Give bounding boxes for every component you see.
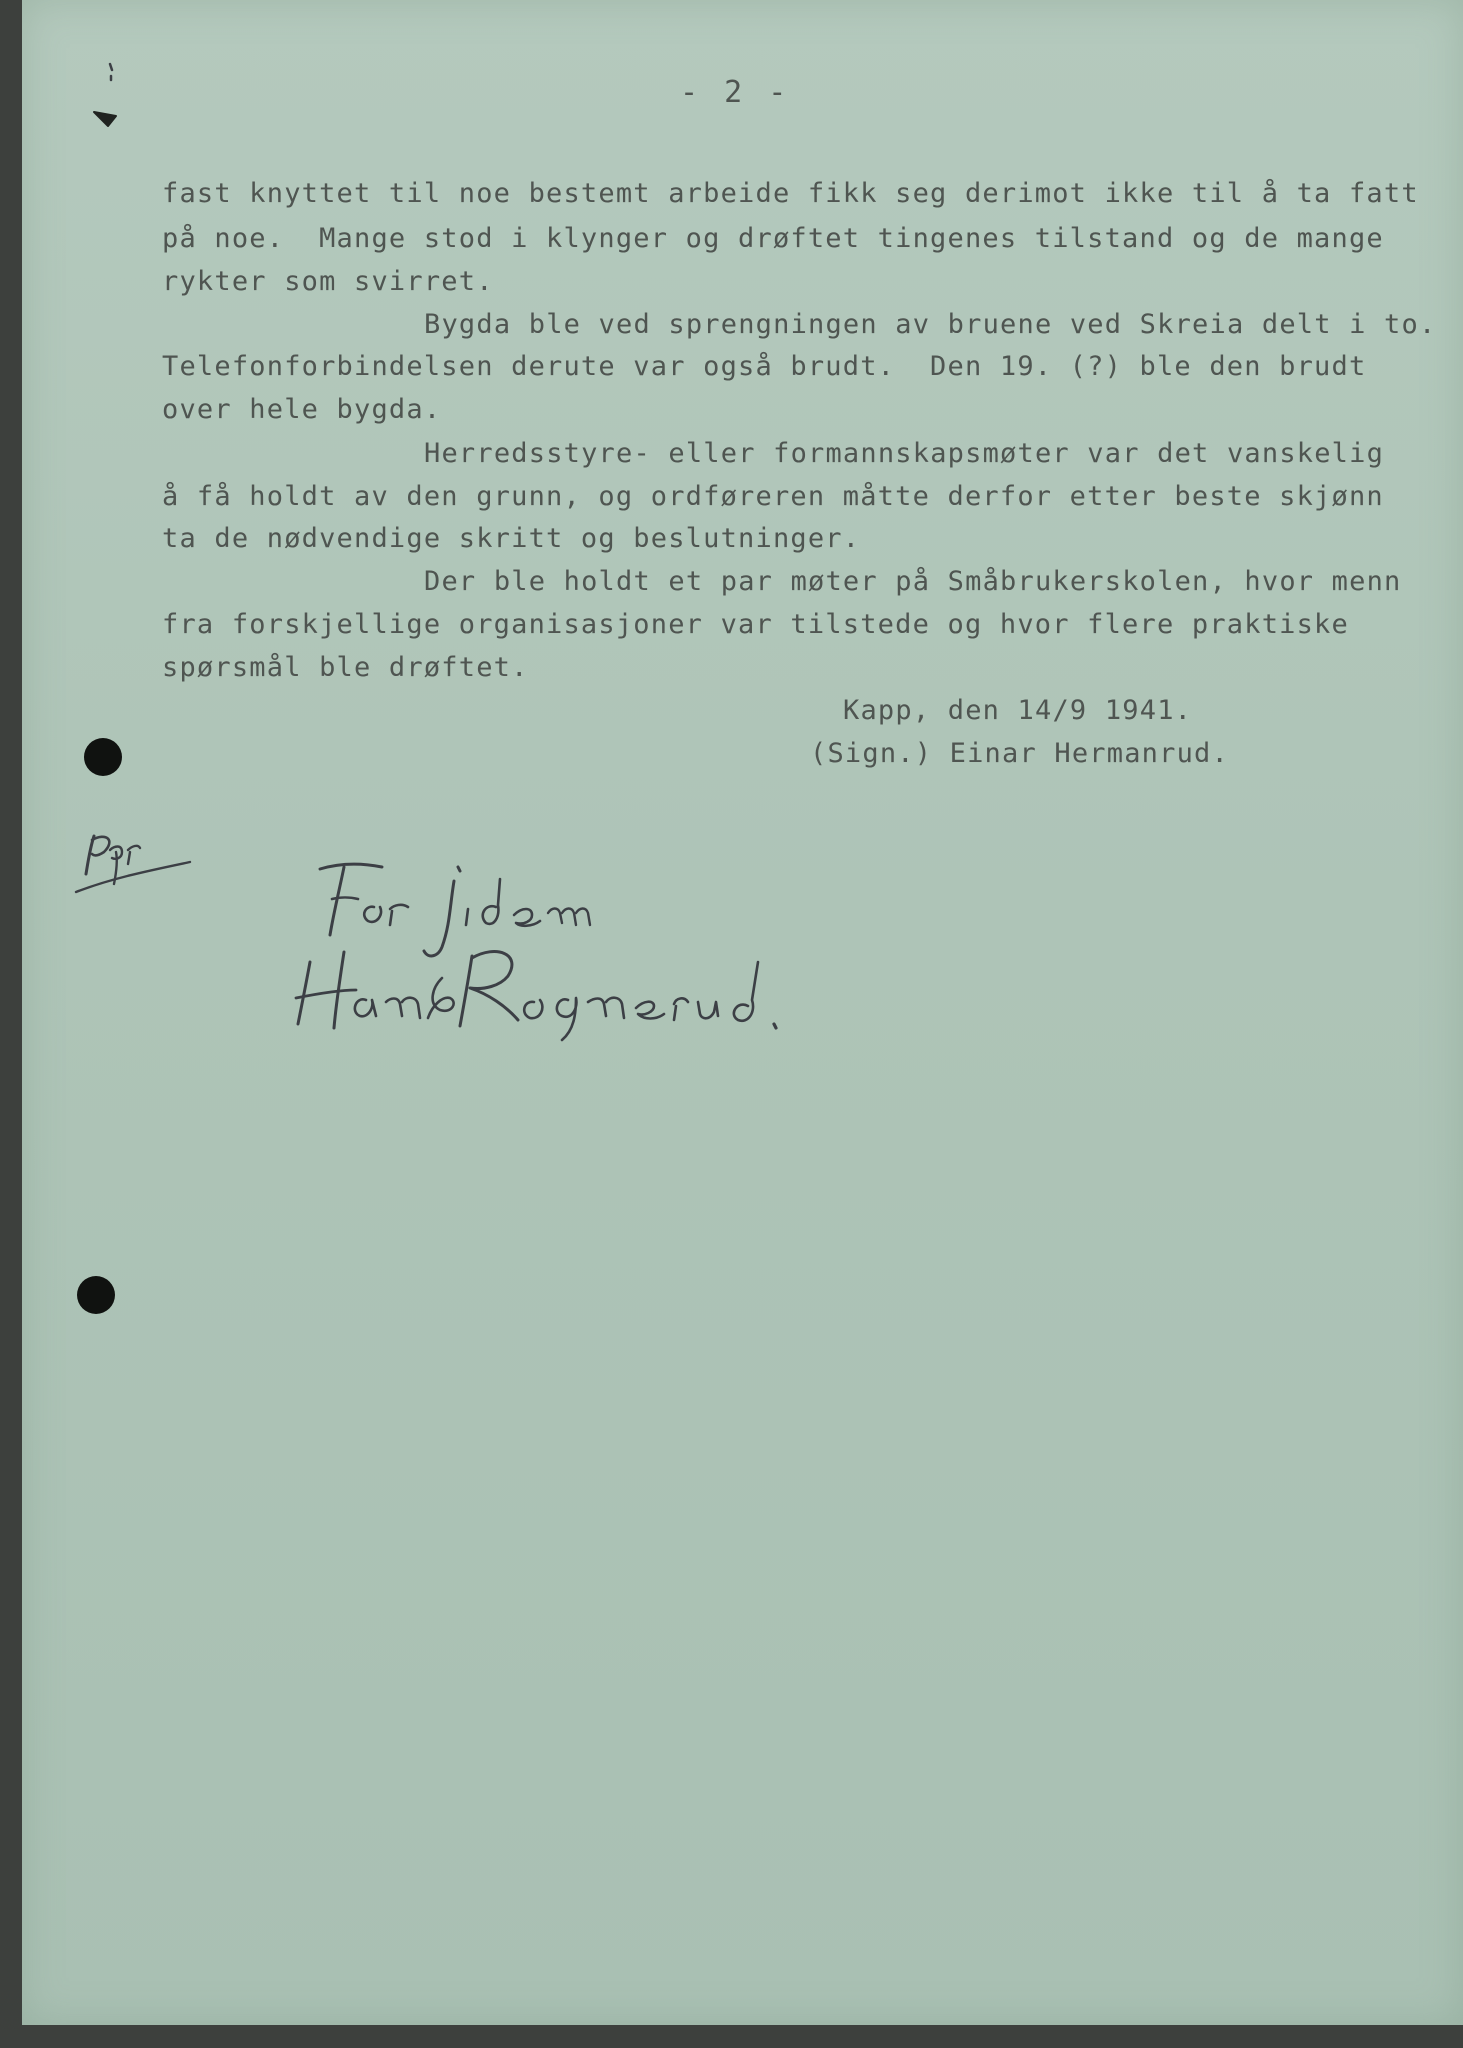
body-line-1: fast knyttet til noe bestemt arbeide fikk seg derimot ikke til å ta fatt [162,178,1419,209]
handwritten-signature [282,928,792,1048]
body-line-2: på noe. Mange stod i klynger og drøftet tingenes tilstand og de mange [162,223,1384,254]
body-line-9: ta de nødvendige skritt og beslutninger. [162,523,861,554]
body-line-4: Bygda ble ved sprengningen av bruene ved Skreia delt i to. [424,309,1437,340]
page-number: - 2 - [680,75,791,110]
body-line-11: fra forskjellige organisasjoner var tilstede og hvor flere praktiske [162,609,1349,640]
body-line-10: Der ble holdt et par møter på Småbrukerskolen, hvor menn [424,566,1402,597]
body-line-7: Herredsstyre- eller formannskapsmøter var det vanskelig [424,438,1385,469]
body-line-8: å få holdt av den grunn, og ordføreren måtte derfor etter beste skjønn [162,481,1384,512]
margin-mark-icon [86,60,126,130]
punch-hole-top [84,738,122,776]
place-date: Kapp, den 14/9 1941. [843,695,1193,726]
punch-hole-bottom [77,1276,115,1314]
body-line-6: over hele bygda. [162,394,442,425]
body-line-5: Telefonforbindelsen derute var også brudt. Den 19. (?) ble den brudt [162,351,1367,382]
handwritten-margin-note [72,818,202,898]
signature-line: (Sign.) Einar Hermanrud. [810,738,1229,769]
body-line-12: spørsmål ble drøftet. [162,652,529,683]
body-line-3: rykter som svirret. [162,266,494,297]
